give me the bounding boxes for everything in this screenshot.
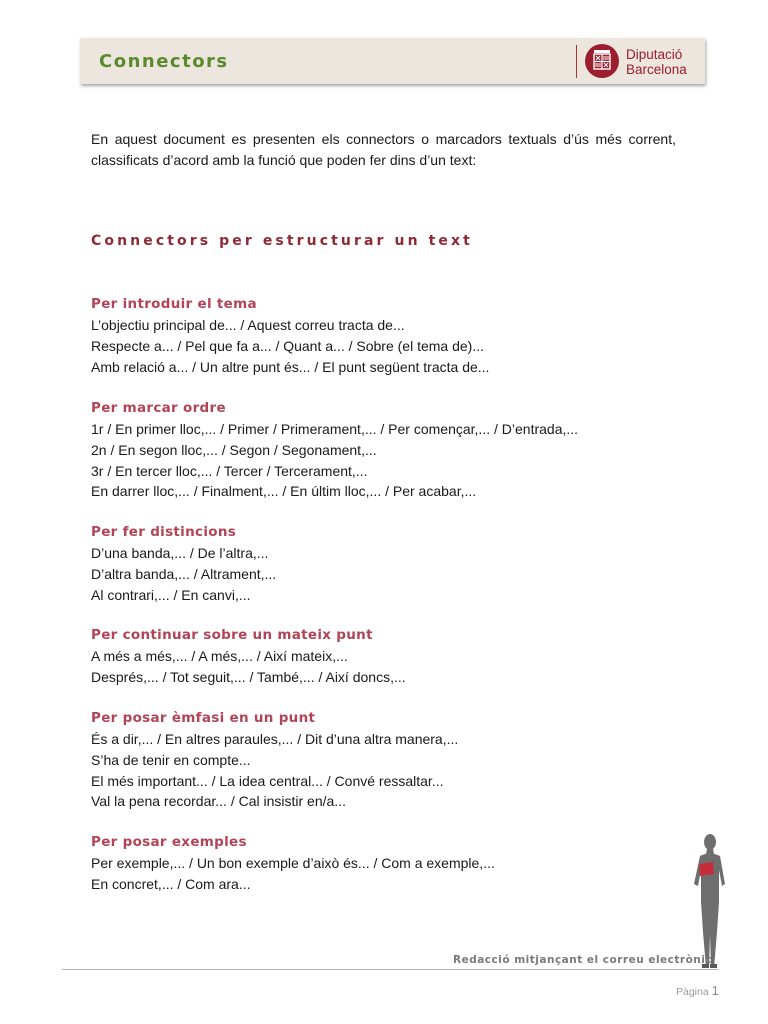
header-divider bbox=[576, 45, 577, 78]
page-title: Connectors bbox=[99, 51, 229, 72]
group-line: A més a més,... / A més,... / Així mateix,... bbox=[91, 648, 348, 664]
group-marcar-ordre bbox=[91, 398, 578, 502]
page-number-value: 1 bbox=[711, 983, 719, 998]
group-line: En concret,... / Com ara... bbox=[91, 875, 251, 892]
group-posar-exemples bbox=[91, 832, 495, 895]
group-line: 2n / En segon lloc,... / Segon / Segonament,... bbox=[91, 441, 377, 458]
footer-rule bbox=[62, 969, 718, 970]
group-title: Per posar exemples bbox=[91, 834, 247, 850]
logo-line-2: Barcelona bbox=[626, 62, 687, 77]
group-line: 3r / En tercer lloc,... / Tercer / Tercerament,... bbox=[91, 462, 368, 479]
group-fer-distincions bbox=[91, 522, 276, 605]
group-introduir-tema bbox=[91, 294, 489, 377]
logo-line-1: Diputació bbox=[626, 47, 683, 62]
group-line: Després,... / Tot seguit,... / També,... / Així doncs,... bbox=[91, 668, 406, 685]
header-bar bbox=[80, 38, 705, 84]
group-line: D’una banda,... / De l’altra,... bbox=[91, 545, 269, 561]
group-line: En darrer lloc,... / Finalment,... / En últim lloc,... / Per acabar,... bbox=[91, 483, 477, 500]
group-line: S’ha de tenir en compte... bbox=[91, 751, 251, 768]
logo-text bbox=[626, 47, 687, 77]
group-posar-emfasi bbox=[91, 708, 458, 812]
group-line: Per exemple,... / Un bon exemple d’això és... / Com a exemple,... bbox=[91, 855, 495, 871]
group-line: El més important... / La idea central... / Convé ressaltar... bbox=[91, 772, 444, 789]
group-line: L’objectiu principal de... / Aquest correu tracta de... bbox=[91, 317, 405, 333]
diputacio-seal-icon bbox=[585, 44, 619, 78]
group-title: Per continuar sobre un mateix punt bbox=[91, 627, 373, 643]
group-line: Val la pena recordar... / Cal insistir en/a... bbox=[91, 793, 346, 810]
page-number bbox=[676, 983, 719, 998]
group-line: És a dir,... / En altres paraules,... / Dit d’una altra manera,... bbox=[91, 731, 459, 747]
group-title: Per introduir el tema bbox=[91, 296, 257, 312]
group-line: D’altra banda,... / Altrament,... bbox=[91, 565, 277, 582]
group-title: Per posar èmfasi en un punt bbox=[91, 710, 316, 726]
group-line: Respecte a... / Pel que fa a... / Quant a... / Sobre (el tema de)... bbox=[91, 337, 484, 354]
group-line: 1r / En primer lloc,... / Primer / Primerament,... / Per començar,... / D’entrada,... bbox=[91, 421, 579, 437]
woman-silhouette-icon bbox=[688, 832, 732, 974]
group-line: Amb relació a... / Un altre punt és... / El punt següent tracta de... bbox=[91, 358, 490, 375]
group-line: Al contrari,... / En canvi,... bbox=[91, 586, 251, 603]
group-title: Per marcar ordre bbox=[91, 400, 226, 416]
footer-text: Redacció mitjançant el correu electrònic bbox=[453, 954, 713, 966]
section-title: Connectors per estructurar un text bbox=[91, 233, 473, 249]
page-label: Pàgina bbox=[676, 986, 709, 998]
group-title: Per fer distincions bbox=[91, 524, 237, 540]
group-continuar-punt bbox=[91, 625, 406, 688]
intro-paragraph: En aquest document es presenten els connectors o marcadors textuals d’ús més corrent, classificats d’acord amb la funció que poden fer dins d’un text: bbox=[91, 131, 676, 168]
